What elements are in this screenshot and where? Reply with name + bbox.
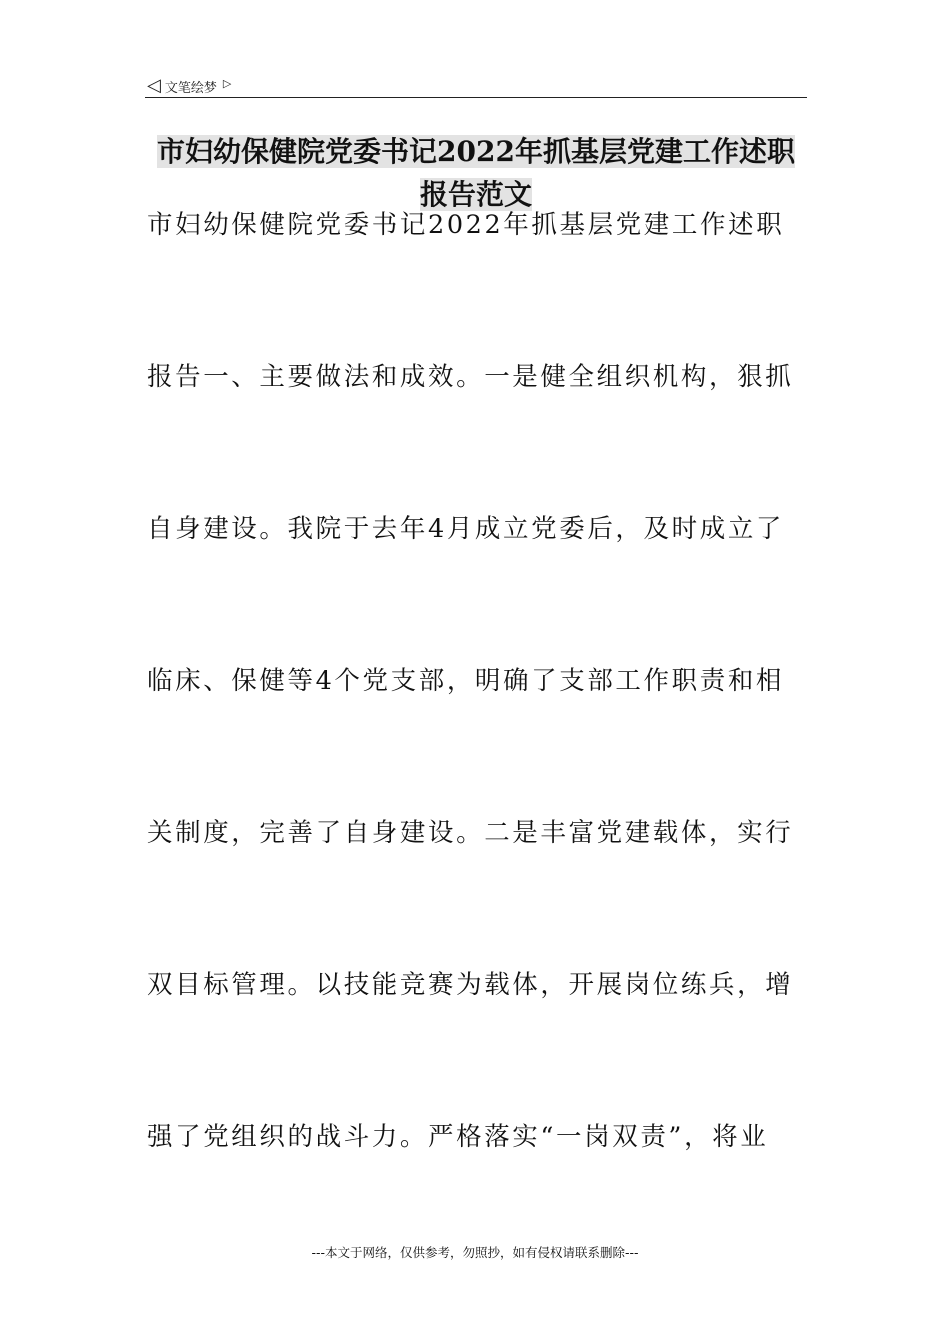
body-line-2: 报告一、主要做法和成效。一是健全组织机构，狠抓 (147, 362, 794, 392)
page-header (147, 74, 807, 98)
triangle-left-icon: ◁ (147, 75, 161, 96)
header-divider (145, 97, 807, 98)
body-line-4: 临床、保健等4个党支部，明确了支部工作职责和相 (147, 666, 785, 696)
document-body (147, 203, 809, 1267)
triangle-right-icon: ▷ (222, 76, 232, 90)
body-line-3: 自身建设。我院于去年4月成立党委后，及时成立了 (147, 514, 785, 544)
footer-notice: ---本文于网络，仅供参考，勿照抄，如有侵权请联系删除--- (311, 1245, 639, 1260)
body-line-6: 双目标管理。以技能竞赛为载体，开展岗位练兵，增 (147, 970, 794, 1000)
body-line-7: 强了党组织的战斗力。严格落实“一岗双责”，将业 (147, 1122, 769, 1152)
title-line-1: 市妇幼保健院党委书记2022年抓基层党建工作述职 (157, 135, 795, 168)
body-line-1: 市妇幼保健院党委书记2022年抓基层党建工作述职 (147, 210, 785, 240)
title-line-2: 报告范文 (419, 178, 532, 211)
body-line-5: 关制度，完善了自身建设。二是丰富党建载体，实行 (147, 818, 794, 848)
brand-name: 文笔绘梦 (164, 80, 217, 96)
